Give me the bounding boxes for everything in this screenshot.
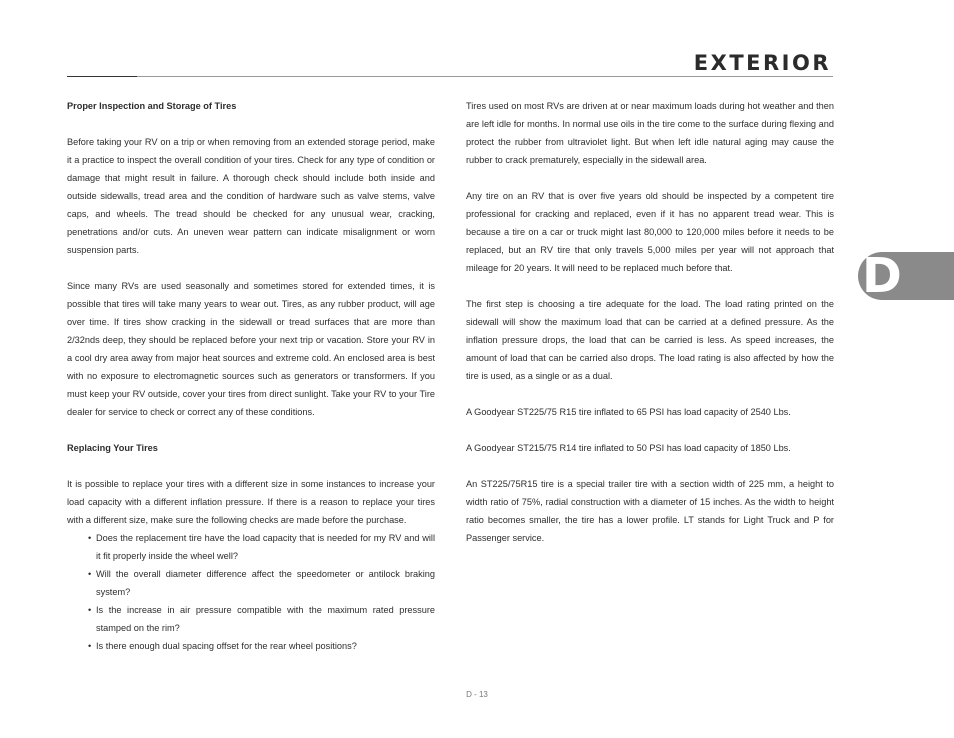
section-tab-letter: D [862, 248, 902, 304]
header-rule-accent [67, 76, 137, 77]
header-rule [67, 76, 833, 77]
page-number: D - 13 [466, 690, 488, 699]
paragraph: Tires used on most RVs are driven at or near maximum loads during hot weather and then are left idle for months. In normal use oils in the tire come to the surface during flexing and protect the rubber from ultraviolet light. But when left idle natural aging may cause the rubber to crack prematurely, especially in the sidewall area. [466, 101, 834, 165]
list-item: • Is the increase in air pressure compatible with the maximum rated pressure stamped on the rim? [89, 601, 435, 637]
paragraph: An ST225/75R15 tire is a special trailer tire with a section width of 225 mm, a height to width ratio of 75%, radial construction with a diameter of 15 inches. As the width to height ratio becomes smaller, the tire has a lower profile. LT stands for Light Truck and P for Passenger service. [466, 479, 834, 543]
list-item: • Will the overall diameter difference affect the speedometer or antilock braking system? [89, 565, 435, 601]
paragraph: It is possible to replace your tires with a different size in some instances to increase your load capacity with a different inflation pressure. If there is a reason to replace your tires with a different size, make sure the following checks are made before the purchase. [67, 479, 435, 525]
paragraph: Since many RVs are used seasonally and sometimes stored for extended times, it is possible that tires will take many years to wear out. Tires, as any rubber product, will age over time. If tires show cracking in the sidewall or tread surfaces that are more than 2/32nds deep, they should be replaced before your next trip or vacation. Store your RV in a cool dry area away from major heat sources and extreme cold. An enclosed area is best with no exposure to electromagnetic sources such as generators or transformers. If you must keep your RV outside, cover your tires from direct sunlight. Take your RV to your Tire dealer for service to check or correct any of these conditions. [67, 281, 435, 417]
heading-replacing-tires: Replacing Your Tires [67, 443, 158, 453]
list-item: • Does the replacement tire have the load capacity that is needed for my RV and will it fit properly inside the wheel well? [89, 529, 435, 565]
heading-inspection-storage: Proper Inspection and Storage of Tires [67, 101, 237, 111]
paragraph: Any tire on an RV that is over five years old should be inspected by a competent tire professional for cracking and replaced, even if it has no apparent tread wear. This is because a tire on a car or truck might last 80,000 to 120,000 miles before it needs to be replaced, but an RV tire that only travels 5,000 miles per year will not approach that mileage for 20 years. It will need to be replaced much before that. [466, 191, 834, 273]
list-item: • Is there enough dual spacing offset for the rear wheel positions? [89, 637, 435, 655]
page-title: EXTERIOR [693, 51, 831, 75]
checklist [67, 529, 435, 655]
paragraph: A Goodyear ST225/75 R15 tire inflated to 65 PSI has load capacity of 2540 Lbs. [466, 407, 791, 417]
paragraph: Before taking your RV on a trip or when removing from an extended storage period, make it a practice to inspect the overall condition of your tires. Check for any type of condition or damage that might result in failure. A thorough check should include both inside and outside sidewalls, tread area and the condition of hardware such as valve stems, valve caps, and wheels. The tread should be checked for any unusual wear, cracking, penetrations and/or cuts. An uneven wear pattern can indicate misalignment or worn suspension parts. [67, 137, 435, 255]
paragraph: A Goodyear ST215/75 R14 tire inflated to 50 PSI has load capacity of 1850 Lbs. [466, 443, 791, 453]
right-column [466, 97, 834, 565]
paragraph: The first step is choosing a tire adequate for the load. The load rating printed on the sidewall will show the maximum load that can be carried at a defined pressure. As the inflation pressure drops, the load that can be carried is less. As speed increases, the amount of load that can be carried also drops. The load rating is also affected by how the tire is used, as a single or as a dual. [466, 299, 834, 381]
left-column [67, 97, 435, 655]
